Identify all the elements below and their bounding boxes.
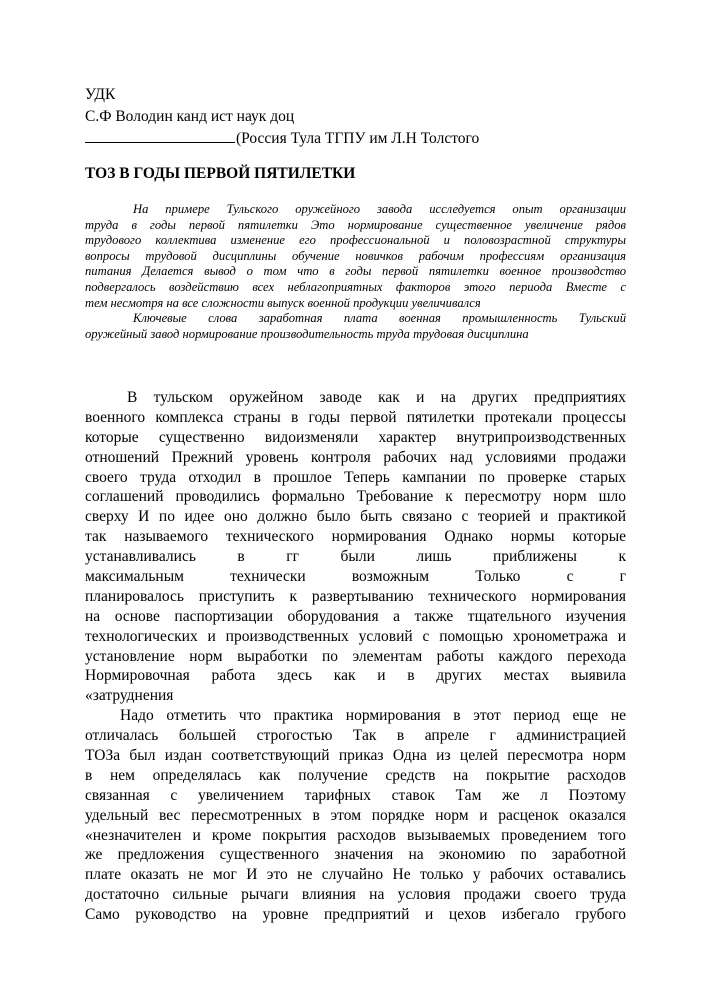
body-line: Нормировочная работа здесь как и в других местах выявила [85, 667, 626, 685]
abstract-line: На примере Тульского оружейного завода исследуется опыт организации [133, 202, 626, 216]
body-text [85, 388, 626, 925]
body-line: связанная с увеличением тарифных ставок Там же л Поэтому [85, 786, 626, 804]
body-line: Само руководство на уровне предприятий и цехов избегало грубого [85, 906, 626, 924]
body-line: своего труда отходил в прошлое Теперь кампании по проверке старых [85, 468, 626, 486]
body-line: установление норм выработки по элементам работы каждого перехода [85, 647, 626, 665]
abstract [85, 202, 626, 342]
body-line: на основе паспортизации оборудования а также тщательного изучения [85, 607, 626, 625]
body-line: Надо отметить что практика нормирования в этот период еще не [120, 707, 626, 725]
body-line: В тульском оружейном заводе как и на других предприятиях [127, 389, 626, 406]
body-line: технологических и производственных условий с помощью хронометража и [85, 627, 626, 645]
body-line: же предложения существенного значения на экономию по заработной [85, 846, 626, 864]
abstract-line: подвергалось воздействию всех неблагоприятных факторов этого периода Вместе с [85, 279, 626, 294]
body-line: удельный вес пересмотренных в этом порядке норм и расценок оказался [85, 806, 626, 824]
keywords-line: Ключевые слова заработная плата военная промышленность Тульский [133, 311, 626, 326]
paper-title: ТОЗ В ГОДЫ ПЕРВОЙ ПЯТИЛЕТКИ [85, 165, 356, 182]
affiliation-text: (Россия Тула ТГПУ им Л.Н Толстого [236, 130, 480, 147]
abstract-line: трудового коллектива изменение его профессиональной и половозрастной структуры [85, 233, 626, 248]
abstract-line: вопросы трудовой дисциплины обучение новичков рабочим профессиям организация [85, 248, 626, 263]
body-line: сверху И по идее оно должно было быть связано с теорией и практикой [85, 508, 626, 526]
body-line: устанавливались в гг были лишь приближены к [85, 548, 626, 566]
affiliation-blank-line [85, 128, 235, 143]
affiliation-row [85, 128, 479, 148]
body-line: планировалось приступить к развертыванию технического нормирования [85, 587, 626, 605]
body-line: «незначителен и кроме покрытия расходов вызываемых проведением того [85, 826, 626, 844]
body-line: ТОЗа был издан соответствующий приказ Одна из целей пересмотра норм [85, 747, 626, 765]
body-line: «затруднения [85, 687, 174, 705]
body-line: военного комплекса страны в годы первой пятилетки протекали процессы [85, 408, 626, 426]
body-line: так называемого технического нормирования Однако нормы которые [85, 528, 626, 546]
abstract-line: труда в годы первой пятилетки Это нормирование существенное увеличение рядов [85, 217, 626, 232]
abstract-line: тем несмотря на все сложности выпуск военной продукции увеличивался [85, 295, 481, 310]
body-line: которые существенно видоизменяли характер внутрипроизводственных [85, 428, 626, 446]
body-line: в нем определялась как получение средств на покрытие расходов [85, 766, 626, 784]
body-line: соглашений проводились формально Требование к пересмотру норм шло [85, 488, 626, 506]
body-line: отношений Прежний уровень контроля рабочих над условиями продажи [85, 448, 626, 466]
abstract-line: питания Делается вывод о том что в годы первой пятилетки военное производство [85, 264, 626, 279]
udk-label: УДК [85, 86, 116, 103]
author-line: С.Ф Володин канд ист наук доц [85, 108, 295, 125]
body-line: достаточно сильные рычаги влияния на условия продажи своего труда [85, 886, 626, 904]
body-line: максимальным технически возможным Только с г [85, 568, 626, 586]
keywords-line: оружейный завод нормирование производительность труда трудовая дисциплина [85, 326, 529, 341]
body-line: плате оказать не мог И это не случайно Не только у рабочих оставались [85, 866, 626, 884]
body-line: отличалась большей строгостью Так в апреле г администрацией [85, 727, 626, 745]
